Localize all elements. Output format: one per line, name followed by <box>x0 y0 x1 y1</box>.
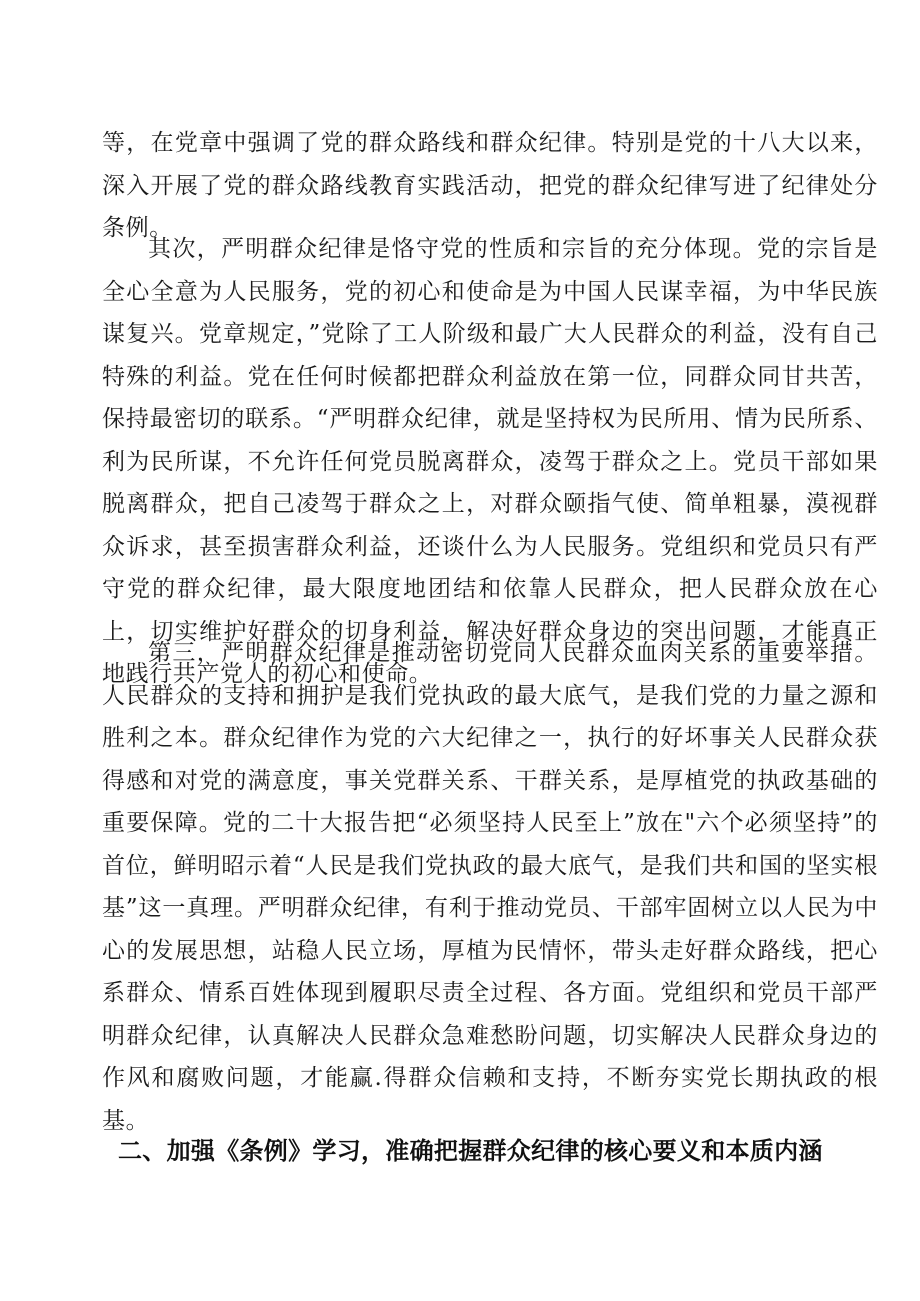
paragraph-third-point: 第三，严明群众纪律是推动密切党同人民群众血肉关系的重要举措。人民群众的支持和拥护是我们党执政的最大底气，是我们党的力量之源和胜利之本。群众纪律作为党的六大纪律之一，执行的好坏事关人民群众获得感和对党的满意度，事关党群关系、干群关系，是厚植党的执政基础的重要保障。党的二十大报告把“必须坚持人民至上”放在"六个必须坚持”的首位，鲜明昭示着“人民是我们党执政的最大底气，是我们共和国的坚实根基”这一真理。严明群众纪律，有利于推动党员、干部牢固树立以人民为中心的发展思想，站稳人民立场，厚植为民情怀，带头走好群众路线，把心系群众、情系百姓体现到履职尽责全过程、各方面。党组织和党员干部严明群众纪律，认真解决人民群众急难愁盼问题，切实解决人民群众身边的作风和腐败问题，才能赢.得群众信赖和支持，不断夯实党长期执政的根基。 <box>102 640 878 1134</box>
paragraph-second-point: 其次，严明群众纪律是恪守党的性质和宗旨的充分体现。党的宗旨是全心全意为人民服务，党的初心和使命是为中国人民谋幸福，为中华民族谋复兴。党章规定，”党除了工人阶级和最广大人民群众的利益，没有自己特殊的利益。党在任何时候都把群众利益放在第一位，同群众同甘共苦，保持最密切的联系。“严明群众纪律，就是坚持权为民所用、情为民所系、利为民所谋，不允许任何党员脱离群众，凌驾于群众之上。党员干部如果脱离群众，把自己凌驾于群众之上，对群众颐指气使、简单粗暴，漠视群众诉求，甚至损害群众利益，还谈什么为人民服务。党组织和党员只有严守党的群众纪律，最大限度地团结和依靠人民群众，把人民群众放在心上，切实维护好群众的切身利益，解决好群众身边的突出问题，才能真正地践行共产党人的初心和使命。 <box>102 236 878 687</box>
paragraph-continuation: 等，在党章中强调了党的群众路线和群众纪律。特别是党的十八大以来，深入开展了党的群众路线教育实践活动，把党的群众纪律写进了纪律处分条例。 <box>102 130 878 241</box>
section-heading: 二、加强《条例》学习，准确把握群众纪律的核心要义和本质内涵 <box>118 1137 823 1165</box>
